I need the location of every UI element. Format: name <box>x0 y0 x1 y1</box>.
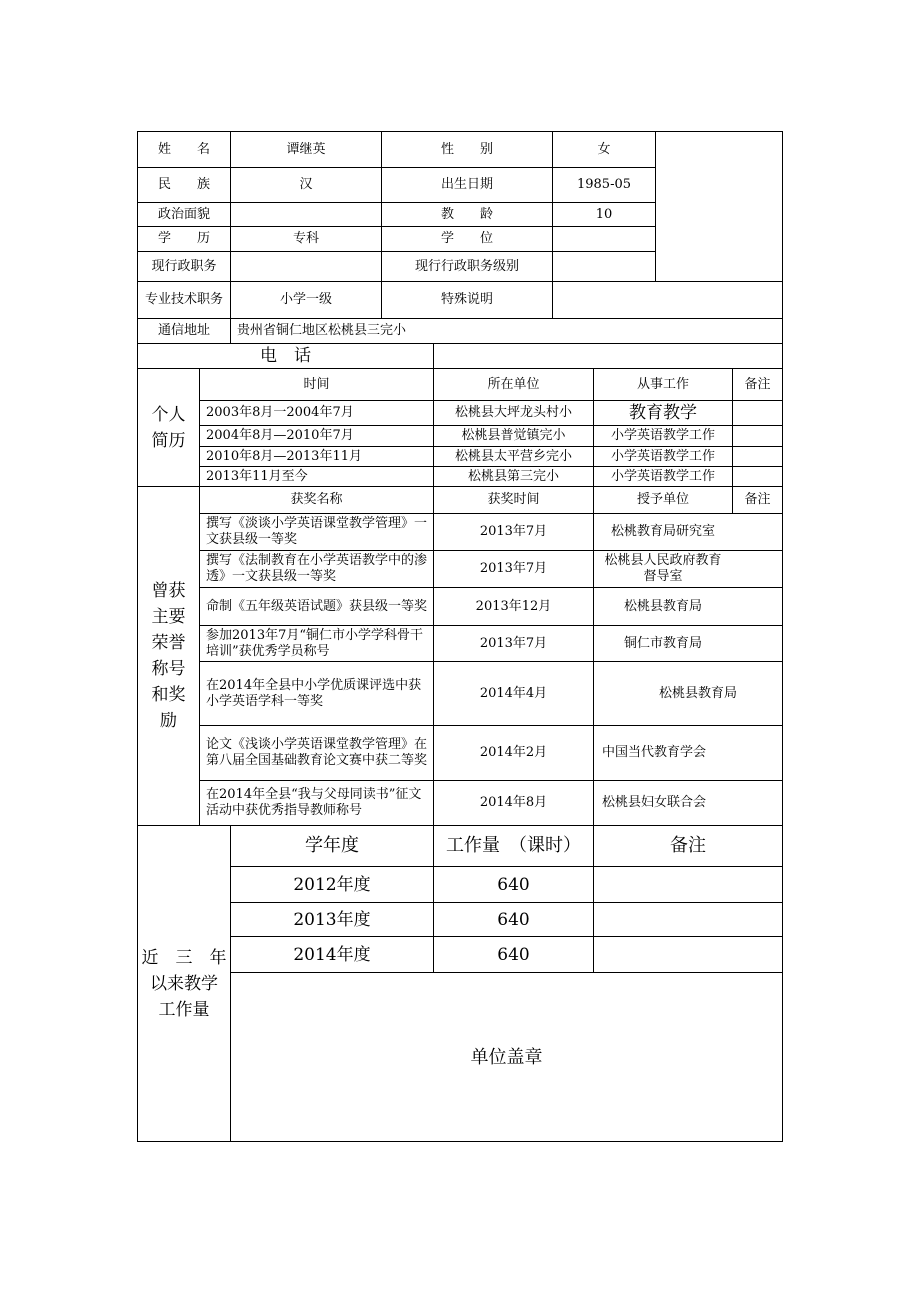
awards-section-label: 曾获 主要 荣誉 称号 和奖 励 <box>151 581 186 731</box>
resume-header-unit: 所在单位 <box>487 376 540 392</box>
workload-row-2-year: 2013年度 <box>293 909 371 930</box>
phone-label: 电 话 <box>260 346 311 366</box>
workload-row-1-hours: 640 <box>497 874 530 895</box>
admin-level-label: 现行行政职务级别 <box>414 258 519 274</box>
award-row-1-date: 2013年7月 <box>479 524 548 539</box>
admin-post-value <box>231 252 381 281</box>
award-row-4-date: 2013年7月 <box>479 635 548 651</box>
teaching-years-value: 10 <box>595 206 613 222</box>
resume-row-3-time: 2010年8月—2013年11月 <box>206 448 362 464</box>
workload-row-3-remark <box>594 937 782 972</box>
political-value <box>231 203 381 226</box>
resume-row-2-unit: 松桃县普觉镇完小 <box>461 428 566 443</box>
workload-section-label: 近 三 年 以来教学 工作量 <box>141 947 227 1020</box>
resume-row-2-remark <box>733 426 782 446</box>
resume-header-time: 时间 <box>303 376 330 392</box>
workload-header-hours: 工作量 （课时） <box>446 835 581 856</box>
award-row-2-issuer: 松桃县人民政府教育督导室 <box>604 553 722 584</box>
photo-area <box>656 132 782 281</box>
award-row-4-name: 参加2013年7月“铜仁市小学学科骨干培训”获优秀学员称号 <box>206 627 424 659</box>
award-row-5-name: 在2014年全县中小学优质课评选中获小学英语学科一等奖 <box>206 677 422 709</box>
resume-row-2-work: 小学英语教学工作 <box>610 428 715 443</box>
award-row-3-date: 2013年12月 <box>475 598 552 614</box>
award-row-7-date: 2014年8月 <box>479 795 548 810</box>
workload-row-2-hours: 640 <box>497 909 530 930</box>
degree-value <box>553 227 655 251</box>
name-label: 姓 名 <box>157 141 210 157</box>
resume-row-4-remark <box>733 467 782 486</box>
workload-row-1-year: 2012年度 <box>293 874 371 895</box>
gender-label: 性 别 <box>440 141 493 157</box>
award-row-6-date: 2014年2月 <box>479 745 548 760</box>
phone-value <box>434 344 782 368</box>
teaching-years-label: 教 龄 <box>440 206 493 222</box>
awards-header-remark: 备注 <box>744 492 771 507</box>
resume-header-work: 从事工作 <box>636 376 689 392</box>
resume-row-4-unit: 松桃县第三完小 <box>467 468 559 484</box>
gender-value: 女 <box>597 141 611 157</box>
resume-header-remark: 备注 <box>744 376 771 392</box>
awards-header-issuer: 授予单位 <box>636 492 689 507</box>
award-row-7-name: 在2014年全县“我与父母同读书”征文活动中获优秀指导教师称号 <box>206 787 422 818</box>
resume-row-3-work: 小学英语教学工作 <box>610 448 715 464</box>
resume-row-1-time: 2003年8月一2004年7月 <box>206 405 354 420</box>
award-row-3-issuer: 松桃县教育局 <box>623 598 702 614</box>
resume-row-2-time: 2004年8月—2010年7月 <box>206 428 354 443</box>
resume-row-1-unit: 松桃县大坪龙头村小 <box>454 405 572 420</box>
workload-row-3-hours: 640 <box>497 944 530 965</box>
resume-row-1-remark <box>733 401 782 425</box>
award-row-2-date: 2013年7月 <box>479 561 548 576</box>
award-row-2-name: 撰写《法制教育在小学英语教学中的渗透》一文获县级一等奖 <box>206 553 428 584</box>
address-value: 贵州省铜仁地区松桃县三完小 <box>237 323 407 338</box>
resume-row-4-work: 小学英语教学工作 <box>610 468 715 484</box>
ethnicity-label: 民 族 <box>157 177 210 192</box>
resume-row-3-remark <box>733 447 782 466</box>
workload-row-3-year: 2014年度 <box>293 944 371 965</box>
birth-value: 1985-05 <box>576 177 632 192</box>
award-row-7-issuer: 松桃县妇女联合会 <box>602 795 707 810</box>
ethnicity-value: 汉 <box>299 177 313 192</box>
award-row-1-issuer: 松桃教育局研究室 <box>610 524 715 539</box>
title-value: 小学一级 <box>279 292 332 307</box>
name-value: 谭继英 <box>286 141 326 157</box>
workload-header-remark: 备注 <box>670 835 706 856</box>
unit-stamp-label: 单位盖章 <box>470 1047 543 1068</box>
admin-post-label: 现行政职务 <box>151 258 217 274</box>
workload-row-2-remark <box>594 903 782 936</box>
award-row-1-name: 撰写《淡谈小学英语课堂教学管理》一文获县级一等奖 <box>206 516 428 547</box>
resume-row-1-work: 教育教学 <box>629 403 697 423</box>
resume-section-label: 个人 简历 <box>151 404 186 451</box>
birth-label: 出生日期 <box>440 177 493 192</box>
workload-row-1-remark <box>594 867 782 902</box>
awards-header-name: 获奖名称 <box>290 492 343 507</box>
award-row-5-issuer: 松桃县教育局 <box>658 685 737 701</box>
award-row-4-issuer: 铜仁市教育局 <box>623 635 702 651</box>
degree-label: 学 位 <box>440 231 493 246</box>
workload-header-year: 学年度 <box>305 835 359 856</box>
awards-header-date: 获奖时间 <box>487 492 540 507</box>
education-label: 学 历 <box>157 231 210 246</box>
address-label: 通信地址 <box>157 323 210 338</box>
political-label: 政治面貌 <box>157 206 210 222</box>
title-label: 专业技术职务 <box>144 292 223 307</box>
award-row-3-name: 命制《五年级英语试题》获县级一等奖 <box>206 598 428 614</box>
resume-row-3-unit: 松桃县太平营乡完小 <box>454 448 572 464</box>
award-row-6-issuer: 中国当代教育学会 <box>602 745 707 760</box>
award-row-6-name: 论文《浅谈小学英语课堂教学管理》在第八届全国基础教育论文赛中获二等奖 <box>206 737 428 768</box>
special-value <box>553 282 782 318</box>
education-value: 专科 <box>292 231 319 246</box>
special-label: 特殊说明 <box>440 292 493 307</box>
resume-row-4-time: 2013年11月至今 <box>206 468 308 484</box>
admin-level-value <box>553 252 655 281</box>
award-row-5-date: 2014年4月 <box>479 685 548 701</box>
